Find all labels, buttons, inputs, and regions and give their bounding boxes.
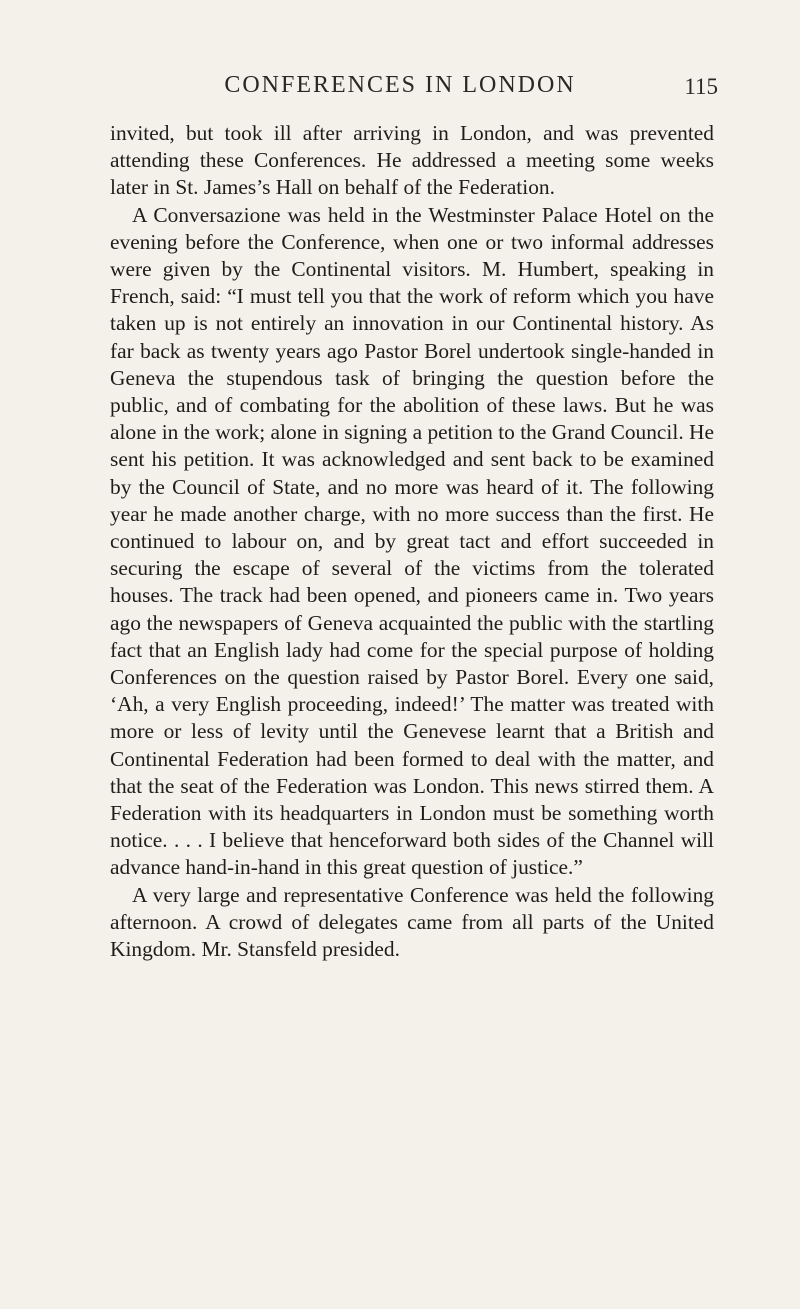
paragraph-1: invited, but took ill after arriving in London, and was prevented attending these Conferences. He addressed a meeting some weeks later in St. James’s Hall on behalf of the Federation. <box>110 121 714 200</box>
paragraph-2: A Conversazione was held in the Westminster Palace Hotel on the evening before the Conference, when one or two informal addresses were given by the Continental visitors. M. Humbert, speaking in French, said: “I must tell you that the work of reform which you have taken up is not entirely an innovation in our Continental history. As far back as twenty years ago Pastor Borel undertook single-handed in Geneva the stupendous task of bringing the question before the public, and of combating for the abolition of these laws. But he was alone in the work; alone in signing a petition to the Grand Council. He sent his petition. It was acknowledged and sent back to be examined by the Council of State, and no more was heard of it. The following year he made another charge, with no more success than the first. He continued to labour on, and by great tact and effort succeeded in securing the escape of several of the victims from the tolerated houses. The track had been opened, and pioneers came in. Two years ago the newspapers of Geneva acquainted the public with the startling fact that an English lady had come for the special purpose of holding Conferences on the question raised by Pastor Borel. Every one said, ‘Ah, a very English proceeding, indeed!’ The matter was treated with more or less of levity until the Genevese learnt that a British and Continental Federation had been formed to deal with the matter, and that the seat of the Federation was London. This news stirred them. A Federation with its headquarters in London must be something worth notice. . . . I believe that henceforward both sides of the Channel will advance hand-in-hand in this great question of justice.” <box>110 202 714 880</box>
body-text <box>110 120 714 963</box>
paragraph-3: A very large and representative Conference was held the following afternoon. A crowd of delegates came from all parts of the United Kingdom. Mr. Stansfeld presided. <box>110 882 714 962</box>
running-head: CONFERENCES IN LONDON <box>224 72 576 98</box>
page-number: 115 <box>684 74 718 99</box>
page-header <box>0 72 800 112</box>
